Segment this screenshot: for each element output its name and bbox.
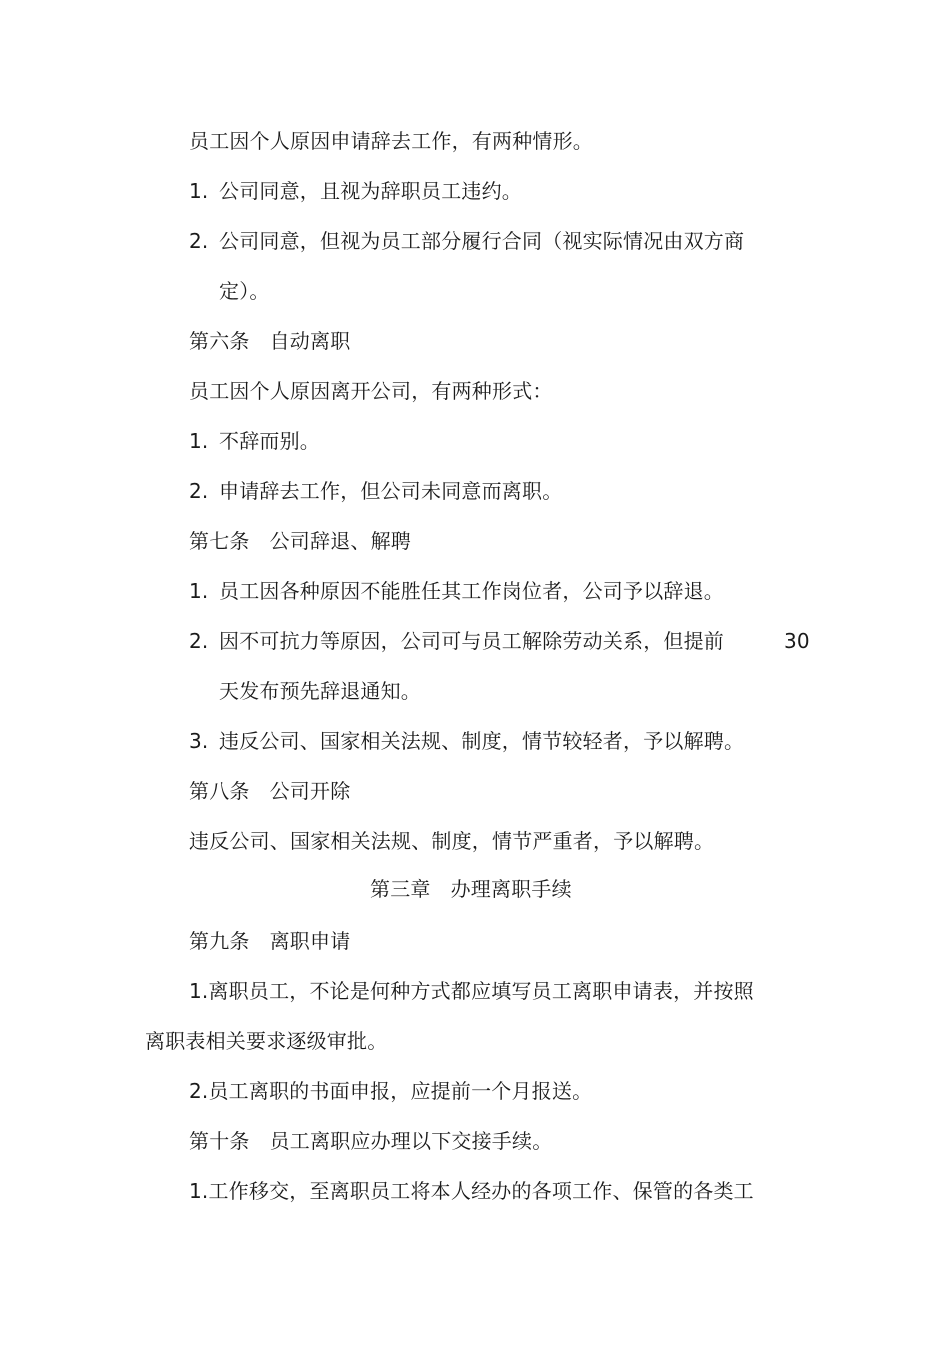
list-item [189, 179, 522, 203]
paragraph: 违反公司、国家相关法规、制度，情节严重者，予以解聘。 [189, 829, 715, 853]
list-text: 因不可抗力等原因，公司可与员工解除劳动关系，但提前 [219, 629, 724, 653]
list-item [189, 729, 744, 753]
article-label: 第六条 [189, 329, 250, 353]
list-number: 1. [189, 429, 209, 453]
list-number: 1. [189, 579, 209, 603]
list-item [189, 229, 744, 253]
list-number: 2. [189, 229, 209, 253]
article-label: 第八条 [189, 779, 250, 803]
list-text: 申请辞去工作，但公司未同意而离职。 [219, 479, 563, 503]
chapter-title: 办理离职手续 [450, 877, 572, 901]
article-title: 离职申请 [269, 929, 351, 953]
list-text: 不辞而别。 [219, 429, 320, 453]
list-item [189, 629, 724, 653]
chapter-label: 第三章 [370, 877, 431, 901]
article-label: 第九条 [189, 929, 250, 953]
list-text: 公司同意，但视为员工部分履行合同（视实际情况由双方商 [219, 229, 745, 253]
list-item-continuation: 天发布预先辞退通知。 [219, 679, 421, 703]
article-heading [189, 329, 350, 353]
list-item [189, 429, 320, 453]
article-title: 自动离职 [269, 329, 351, 353]
article-title: 公司开除 [269, 779, 351, 803]
list-number: 2. [189, 479, 209, 503]
paragraph: 1.工作移交，至离职员工将本人经办的各项工作、保管的各类工 [189, 1179, 754, 1203]
list-text: 员工因各种原因不能胜任其工作岗位者，公司予以辞退。 [219, 579, 724, 603]
list-item-continuation: 定）。 [219, 279, 270, 303]
article-title: 公司辞退、解聘 [269, 529, 412, 553]
list-item [189, 479, 562, 503]
list-item-trailing-number: 30 [784, 629, 810, 653]
article-heading [189, 929, 350, 953]
list-item [189, 579, 724, 603]
paragraph: 员工因个人原因离开公司，有两种形式： [189, 379, 553, 403]
article-label: 第十条 [189, 1129, 250, 1153]
list-text: 违反公司、国家相关法规、制度，情节较轻者，予以解聘。 [219, 729, 745, 753]
paragraph-continuation: 离职表相关要求逐级审批。 [145, 1029, 388, 1053]
paragraph: 2.员工离职的书面申报，应提前一个月报送。 [189, 1079, 593, 1103]
paragraph: 1.离职员工，不论是何种方式都应填写员工离职申请表，并按照 [189, 979, 754, 1003]
paragraph-intro: 员工因个人原因申请辞去工作，有两种情形。 [189, 129, 593, 153]
article-label: 第七条 [189, 529, 250, 553]
article-heading [189, 779, 350, 803]
article-heading [189, 1129, 552, 1153]
article-heading [189, 529, 411, 553]
list-number: 1. [189, 179, 209, 203]
list-number: 2. [189, 629, 209, 653]
list-number: 3. [189, 729, 209, 753]
article-title: 员工离职应办理以下交接手续。 [269, 1129, 553, 1153]
chapter-heading [370, 877, 572, 901]
list-text: 公司同意，且视为辞职员工违约。 [219, 179, 522, 203]
